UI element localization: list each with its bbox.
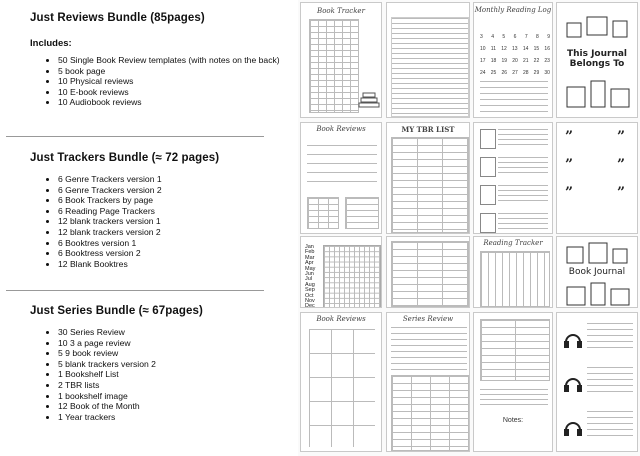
book-lines bbox=[498, 157, 548, 177]
thumb-title: MY TBR LIST bbox=[401, 125, 455, 134]
list-item: • 10 3 a page review bbox=[58, 338, 290, 349]
calendar-day: 5 bbox=[502, 34, 506, 40]
calendar-row bbox=[480, 43, 550, 55]
month-label: Oct bbox=[305, 292, 314, 299]
trackers-list bbox=[30, 174, 290, 269]
calendar-day: 16 bbox=[544, 46, 550, 52]
list-item: • 6 Book Trackers by page bbox=[58, 195, 290, 206]
thumbnail-book-reviews-grid bbox=[300, 312, 382, 452]
thumb-title: Book Reviews bbox=[316, 125, 366, 133]
calendar-day: 7 bbox=[524, 34, 528, 40]
thumbnail-book-list bbox=[386, 2, 470, 118]
book-box bbox=[480, 157, 496, 177]
divider bbox=[6, 136, 264, 137]
thumbnail-tbr-list-2 bbox=[386, 236, 470, 308]
review-lines bbox=[307, 145, 377, 185]
books-illustration-icon bbox=[563, 281, 633, 307]
thumb-title: Reading Tracker bbox=[483, 239, 543, 247]
calendar-day: 17 bbox=[480, 58, 486, 64]
list-item: • 6 Reading Page Trackers bbox=[58, 206, 290, 217]
month-grid bbox=[323, 245, 381, 308]
month-label: Apr bbox=[305, 260, 314, 267]
list-item: • 6 Genre Trackers version 1 bbox=[58, 174, 290, 185]
calendar-day: 24 bbox=[480, 70, 486, 76]
calendar-day: 11 bbox=[490, 46, 496, 52]
review-box-grid bbox=[309, 329, 375, 447]
book-box bbox=[480, 185, 496, 205]
thumbnail-quotes bbox=[556, 122, 638, 234]
series-grid bbox=[391, 375, 469, 451]
quote-icon: ” bbox=[565, 185, 574, 201]
calendar-day: 9 bbox=[547, 34, 550, 40]
books-illustration-icon bbox=[563, 11, 633, 41]
thumbnail-monthly-tracker bbox=[300, 236, 382, 308]
calendar-day: 29 bbox=[533, 70, 540, 76]
list-item: • 1 bookshelf image bbox=[58, 391, 290, 402]
thumb-title: Series Review bbox=[402, 315, 454, 323]
list-item: • 30 Series Review bbox=[58, 327, 290, 338]
list-item: • 1 Bookshelf List bbox=[58, 369, 290, 380]
list-item: • 50 Single Book Review templates (with notes on the back) bbox=[58, 55, 290, 66]
notes-label: Notes: bbox=[502, 417, 524, 424]
thumb-title: Book Tracker bbox=[317, 7, 365, 15]
reviews-section bbox=[30, 12, 290, 108]
list-item: • 12 blank trackers version 2 bbox=[58, 227, 290, 238]
audio-lines bbox=[587, 323, 633, 353]
book-lines bbox=[498, 129, 548, 149]
notes-grid bbox=[480, 319, 550, 381]
thumbnail-reading-tracker bbox=[473, 236, 553, 308]
calendar-day: 13 bbox=[512, 46, 518, 52]
calendar-row bbox=[480, 67, 550, 79]
thumb-title: Book Reviews bbox=[316, 315, 366, 323]
thumbnail-tbr-list bbox=[386, 122, 470, 234]
headphones-icon bbox=[563, 329, 583, 349]
audio-lines bbox=[587, 411, 633, 441]
month-label: Mar bbox=[305, 254, 315, 261]
month-label: Jun bbox=[305, 271, 314, 278]
headphones-icon bbox=[563, 417, 583, 437]
thumbnail-journal-cover bbox=[556, 2, 638, 118]
thumbnail-series-review bbox=[386, 312, 470, 452]
book-box bbox=[480, 213, 496, 233]
thumb-title: Monthly Reading Log bbox=[474, 6, 552, 14]
list-item: • 12 Book of the Month bbox=[58, 401, 290, 412]
tbr-grid bbox=[391, 137, 469, 233]
tracker-grid bbox=[480, 251, 550, 307]
list-item: • 10 E-book reviews bbox=[58, 87, 290, 98]
tbr-grid bbox=[391, 241, 469, 307]
calendar-day: 3 bbox=[480, 34, 483, 40]
quote-icon: ” bbox=[617, 157, 626, 173]
calendar-day: 4 bbox=[491, 34, 494, 40]
book-journal-title: Book Journal bbox=[568, 267, 626, 277]
calendar-day: 28 bbox=[522, 70, 529, 76]
month-label: Feb bbox=[305, 249, 315, 256]
list-item: • 5 book page bbox=[58, 66, 290, 77]
calendar-day: 10 bbox=[480, 46, 486, 52]
headphones-icon bbox=[563, 373, 583, 393]
series-title: Just Series Bundle (≈ 67pages) bbox=[30, 305, 203, 317]
list-item: • 12 blank trackers version 1 bbox=[58, 216, 290, 227]
calendar-day: 30 bbox=[544, 70, 550, 76]
thumbnail-book-journal bbox=[556, 236, 638, 308]
list-item: • 5 blank trackers version 2 bbox=[58, 359, 290, 370]
book-lines bbox=[498, 213, 548, 233]
thumbnail-book-tracker bbox=[300, 2, 382, 118]
series-section bbox=[30, 305, 290, 422]
list-item: • 12 Blank Booktres bbox=[58, 259, 290, 270]
bundle-description bbox=[0, 0, 300, 456]
calendar-day: 18 bbox=[490, 58, 497, 64]
month-label: Nov bbox=[305, 298, 315, 305]
divider bbox=[6, 290, 264, 291]
log-lines bbox=[480, 81, 548, 115]
thumbnail-notes bbox=[473, 312, 553, 452]
list-item: • 10 Audiobook reviews bbox=[58, 97, 290, 108]
thumbnail-book-boxes bbox=[473, 122, 553, 234]
book-lines bbox=[498, 185, 548, 205]
calendar-day: 19 bbox=[501, 58, 508, 64]
calendar-day: 20 bbox=[512, 58, 518, 64]
calendar-day: 27 bbox=[512, 70, 518, 76]
calendar-row bbox=[480, 31, 550, 43]
books-icon bbox=[357, 89, 381, 111]
series-lines bbox=[391, 327, 467, 371]
list-item: • 2 TBR lists bbox=[58, 380, 290, 391]
includes-label: Includes: bbox=[30, 38, 72, 49]
notes-lines bbox=[480, 389, 548, 409]
rating-grid bbox=[307, 197, 339, 229]
quote-icon: ” bbox=[565, 157, 574, 173]
month-column bbox=[305, 245, 321, 308]
journal-belongs-title: This Journal Belongs To bbox=[566, 49, 628, 69]
calendar-day: 21 bbox=[522, 58, 529, 64]
audio-lines bbox=[587, 367, 633, 397]
trackers-title: Just Trackers Bundle (≈ 72 pages) bbox=[30, 152, 220, 164]
thumbnail-book-reviews bbox=[300, 122, 382, 234]
calendar-day: 8 bbox=[536, 34, 539, 40]
calendar-row bbox=[480, 55, 550, 67]
month-label: Jan bbox=[305, 244, 314, 250]
calendar-day: 25 bbox=[490, 70, 497, 76]
books-illustration-icon bbox=[563, 241, 633, 265]
page-thumbnails bbox=[298, 0, 640, 456]
list-item: • 6 Booktres version 1 bbox=[58, 238, 290, 249]
quote-icon: ” bbox=[565, 129, 574, 145]
calendar-day: 14 bbox=[522, 46, 529, 52]
tracker-grid bbox=[309, 19, 359, 113]
list-item: • 6 Genre Trackers version 2 bbox=[58, 185, 290, 196]
list-item: • 10 Physical reviews bbox=[58, 76, 290, 87]
month-label: Jul bbox=[305, 276, 313, 283]
thumbnail-monthly-log bbox=[473, 2, 553, 118]
calendar-day: 12 bbox=[501, 46, 507, 52]
calendar-day: 23 bbox=[544, 58, 550, 64]
reviews-title: Just Reviews Bundle (85pages) bbox=[30, 12, 205, 24]
quote-icon: ” bbox=[617, 185, 626, 201]
quote-icon: ” bbox=[617, 129, 626, 145]
month-label: Aug bbox=[305, 281, 315, 288]
list-item: • 1 Year trackers bbox=[58, 412, 290, 423]
trackers-section bbox=[30, 152, 290, 269]
calendar-day: 15 bbox=[533, 46, 540, 52]
calendar-day: 22 bbox=[533, 58, 540, 64]
month-label: Dec bbox=[305, 303, 315, 308]
series-list bbox=[30, 327, 290, 422]
calendar-day: 6 bbox=[513, 34, 517, 40]
calendar-day: 26 bbox=[501, 70, 508, 76]
book-box bbox=[480, 129, 496, 149]
books-illustration-icon bbox=[563, 77, 633, 113]
list-lines bbox=[391, 17, 469, 117]
calendar-grid bbox=[480, 31, 550, 79]
list-item: • 6 Booktress version 2 bbox=[58, 248, 290, 259]
key-grid bbox=[345, 197, 379, 229]
list-item: • 5 9 book review bbox=[58, 348, 290, 359]
month-label: May bbox=[305, 265, 316, 272]
reviews-list bbox=[30, 55, 290, 108]
thumbnail-audiobook-reviews bbox=[556, 312, 638, 452]
month-label: Sep bbox=[305, 287, 315, 294]
